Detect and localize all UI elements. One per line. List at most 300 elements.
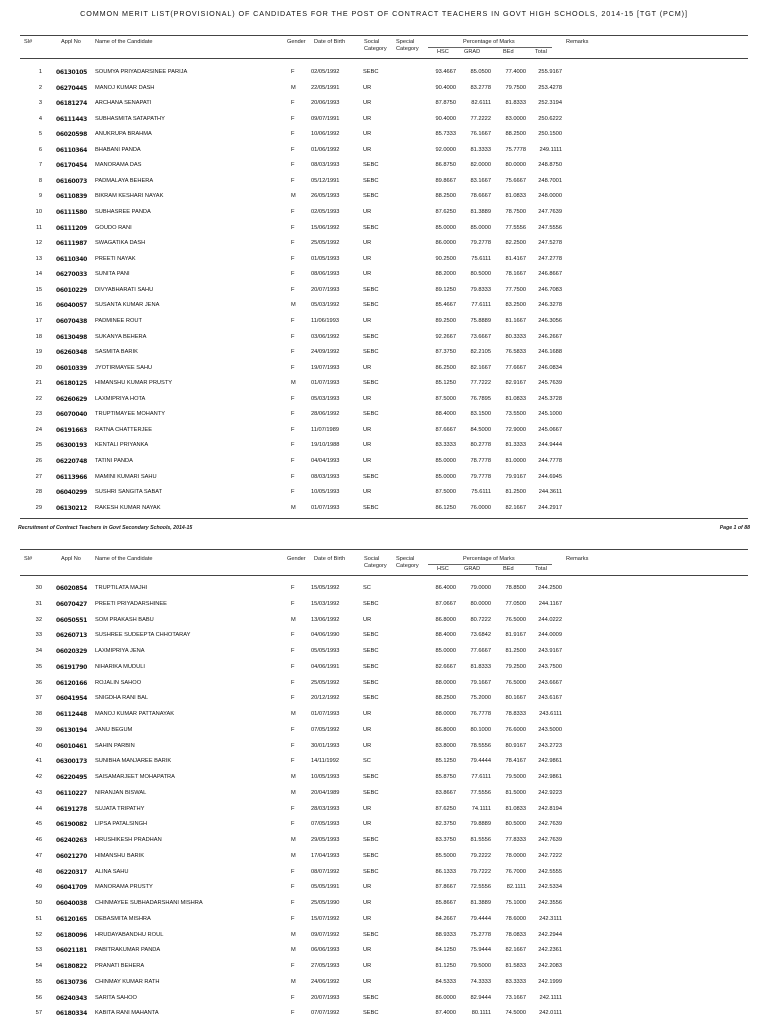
table-row: [0, 474, 768, 486]
application-number: 06190082: [56, 821, 87, 829]
bed-marks: 74.5000: [505, 1010, 526, 1017]
date-of-birth: 10/06/1992: [311, 131, 340, 138]
application-number: 06160073: [56, 177, 87, 185]
date-of-birth: 01/05/1993: [311, 255, 340, 262]
gender: M: [291, 193, 296, 200]
application-number: 06191790: [56, 663, 87, 671]
social-category: SEBC: [363, 648, 379, 654]
table-row: [0, 427, 768, 439]
candidate-name: SWAGATIKA DASH: [95, 240, 146, 247]
total-marks: 246.3056: [538, 317, 562, 324]
bed-marks: 83.3333: [505, 978, 526, 985]
application-number: 06070427: [56, 600, 87, 608]
candidate-name: GOUDO RANI: [95, 224, 132, 231]
table-row: [0, 85, 768, 97]
candidate-name: LIPSA PATALSINGH: [95, 821, 148, 828]
gender: M: [291, 774, 296, 780]
col-special-2: Category: [396, 563, 419, 569]
date-of-birth: 20/04/1989: [311, 789, 340, 796]
social-category: SEBC: [363, 504, 379, 511]
page2-header-top-rule: [20, 549, 748, 550]
total-marks: 242.3111: [539, 915, 562, 922]
application-number: 06130498: [56, 333, 87, 341]
serial-number: 32: [35, 616, 42, 623]
candidate-name: HRUSHIKESH PRADHAN: [95, 837, 162, 843]
col-appl: Appl No: [61, 556, 81, 562]
hsc-marks: 86.8750: [435, 162, 456, 169]
header-bottom-rule: [20, 58, 748, 59]
grad-marks: 82.1667: [470, 364, 491, 371]
application-number: 06020598: [56, 131, 87, 139]
date-of-birth: 08/06/1993: [311, 271, 340, 278]
grad-marks: 75.6111: [471, 255, 491, 262]
total-marks: 252.3194: [538, 100, 562, 107]
grad-marks: 81.3889: [470, 900, 491, 906]
total-marks: 243.5000: [538, 726, 562, 733]
gender: F: [291, 333, 295, 340]
gender: M: [291, 852, 296, 859]
gender: F: [291, 600, 295, 607]
date-of-birth: 14/11/1992: [311, 758, 340, 765]
date-of-birth: 10/05/1993: [311, 774, 340, 780]
hsc-marks: 90.2500: [435, 255, 456, 262]
bed-marks: 78.8500: [505, 585, 526, 591]
serial-number: 11: [36, 224, 42, 231]
application-number: 06070040: [56, 411, 87, 419]
gender: F: [291, 115, 295, 122]
total-marks: 243.6167: [538, 695, 562, 702]
bed-marks: 81.8333: [505, 100, 526, 107]
col-marks: Percentage of Marks: [463, 556, 515, 562]
social-category: UR: [363, 915, 372, 922]
candidate-name: ROJALIN SAHOO: [95, 679, 142, 686]
candidate-name: TATINI PANDA: [95, 458, 133, 464]
table-row: [0, 225, 768, 237]
marks-subrule: [428, 47, 552, 48]
candidate-name: SUBHASREE PANDA: [95, 209, 151, 216]
social-category: SEBC: [363, 380, 379, 387]
grad-marks: 79.7778: [470, 473, 491, 480]
candidate-name: SNIGDHA RANI BAL: [95, 695, 149, 702]
application-number: 06020329: [56, 648, 87, 655]
social-category: SEBC: [363, 69, 379, 75]
date-of-birth: 05/03/1992: [311, 302, 340, 309]
social-category: SEBC: [363, 679, 379, 686]
candidate-name: MANORAMA PRUSTY: [95, 884, 153, 891]
bed-marks: 76.5000: [505, 616, 526, 623]
col-social: Social: [364, 556, 380, 562]
candidate-name: PABITRAKUMAR PANDA: [95, 947, 161, 954]
grad-marks: 75.6111: [471, 489, 491, 496]
bed-marks: 79.9167: [505, 473, 526, 480]
date-of-birth: 15/07/1992: [311, 915, 340, 922]
social-category: UR: [363, 442, 372, 449]
total-marks: 247.2778: [538, 255, 562, 262]
grad-marks: 79.2222: [470, 852, 491, 859]
social-category: UR: [363, 458, 372, 464]
total-marks: 244.0009: [538, 632, 562, 639]
total-marks: 245.0667: [538, 426, 562, 433]
application-number: 06110340: [56, 255, 87, 263]
document-title: COMMON MERIT LIST(PROVISIONAL) OF CANDIDATES FOR THE POST OF CONTRACT TEACHERS IN GOVT HIGH SCHOOLS, 2014-15 [TGT (PCM)]: [80, 9, 688, 18]
total-marks: 243.6111: [539, 711, 562, 717]
date-of-birth: 09/07/1991: [311, 115, 340, 122]
gender: F: [291, 209, 295, 216]
total-marks: 248.7001: [538, 177, 562, 184]
candidate-name: MANORAMA DAS: [95, 162, 142, 169]
total-marks: 245.1000: [538, 411, 562, 418]
application-number: 06130194: [56, 726, 87, 734]
hsc-marks: 88.0000: [435, 711, 456, 717]
date-of-birth: 26/05/1993: [311, 193, 340, 200]
candidate-name: JYOTIRMAYEE SAHU: [95, 364, 153, 371]
grad-marks: 78.7778: [470, 458, 491, 464]
table-row: [0, 442, 768, 454]
application-number: 06180334: [56, 1010, 87, 1018]
bed-marks: 79.5000: [505, 774, 526, 780]
total-marks: 242.7639: [538, 837, 562, 843]
serial-number: 31: [35, 600, 42, 607]
total-marks: 246.7083: [538, 286, 562, 293]
gender: M: [291, 84, 296, 91]
table-row: [0, 411, 768, 423]
date-of-birth: 28/06/1992: [311, 411, 340, 418]
grad-marks: 80.1111: [471, 1010, 491, 1017]
col-total: Total: [535, 49, 547, 55]
date-of-birth: 15/06/1992: [311, 224, 340, 231]
total-marks: 244.1167: [538, 600, 562, 607]
social-category: SEBC: [363, 224, 379, 231]
total-marks: 242.2944: [538, 931, 562, 938]
total-marks: 244.7778: [538, 458, 562, 464]
candidate-name: HRUDAYABANDHU ROUL: [95, 931, 164, 938]
bed-marks: 81.2500: [505, 489, 526, 496]
grad-marks: 77.7222: [470, 380, 491, 387]
serial-number: 38: [35, 711, 42, 717]
date-of-birth: 29/05/1993: [311, 837, 340, 843]
table-row: [0, 162, 768, 174]
gender: M: [291, 837, 296, 843]
gender: F: [291, 868, 295, 875]
serial-number: 19: [35, 349, 42, 356]
gender: M: [291, 616, 296, 623]
total-marks: 242.9861: [538, 774, 562, 780]
serial-number: 56: [35, 994, 42, 1001]
hsc-marks: 87.6250: [435, 805, 456, 812]
date-of-birth: 13/06/1992: [311, 616, 340, 623]
candidate-name: BIKRAM KESHARI NAYAK: [95, 193, 164, 200]
social-category: SEBC: [363, 695, 379, 702]
total-marks: 244.6945: [538, 473, 562, 480]
application-number: 06111209: [56, 224, 87, 232]
table-row: [0, 695, 768, 707]
col-dob: Date of Birth: [314, 556, 346, 562]
application-number: 06112448: [56, 711, 87, 718]
table-row: [0, 806, 768, 818]
hsc-marks: 83.3750: [435, 837, 456, 843]
col-appl: Appl No: [61, 39, 81, 45]
grad-marks: 76.7895: [470, 395, 491, 402]
social-category: SEBC: [363, 994, 379, 1001]
candidate-name: DEBASMITA MISHRA: [95, 915, 151, 922]
social-category: UR: [363, 963, 372, 969]
bed-marks: 76.5833: [505, 349, 526, 356]
application-number: 06270033: [56, 271, 87, 279]
serial-number: 12: [35, 240, 42, 247]
serial-number: 34: [35, 648, 42, 654]
gender: F: [291, 963, 295, 969]
total-marks: 255.9167: [538, 69, 562, 75]
gender: F: [291, 489, 295, 496]
candidate-name: NIRANJAN BISWAL: [95, 789, 147, 796]
bed-marks: 81.0833: [505, 193, 526, 200]
application-number: 06040299: [56, 489, 87, 497]
col-gender: Gender: [287, 556, 306, 562]
table-row: [0, 209, 768, 221]
hsc-marks: 85.8667: [435, 900, 456, 906]
gender: F: [291, 146, 295, 153]
social-category: UR: [363, 711, 372, 717]
social-category: UR: [363, 317, 372, 324]
serial-number: 39: [35, 726, 42, 733]
total-marks: 242.9861: [538, 758, 562, 765]
candidate-name: DIVYABHARATI SAHU: [95, 286, 154, 293]
serial-number: 15: [35, 286, 42, 293]
grad-marks: 79.2778: [470, 240, 491, 247]
application-number: 06041709: [56, 884, 87, 892]
gender: M: [291, 931, 296, 938]
bed-marks: 73.1667: [505, 994, 526, 1001]
grad-marks: 74.3333: [470, 978, 491, 985]
table-row: [0, 256, 768, 268]
gender: M: [291, 947, 296, 954]
social-category: UR: [363, 805, 372, 812]
candidate-name: RAKESH KUMAR NAYAK: [95, 504, 161, 511]
candidate-name: SAISAMARJEET MOHAPATRA: [95, 774, 175, 780]
social-category: SEBC: [363, 349, 379, 356]
application-number: 06110227: [56, 789, 87, 797]
serial-number: 35: [35, 663, 42, 670]
candidate-name: SUKANYA BEHERA: [95, 333, 147, 340]
table-row: [0, 979, 768, 991]
total-marks: 242.5555: [538, 868, 562, 875]
table-row: [0, 632, 768, 644]
page1-end-rule: [20, 518, 748, 519]
table-row: [0, 240, 768, 252]
gender: F: [291, 395, 295, 402]
serial-number: 57: [35, 1010, 42, 1017]
grad-marks: 82.2105: [470, 349, 491, 356]
application-number: 06300173: [56, 758, 87, 766]
serial-number: 13: [35, 255, 42, 262]
table-row: [0, 193, 768, 205]
total-marks: 242.7222: [538, 852, 562, 859]
total-marks: 242.7639: [538, 821, 562, 828]
hsc-marks: 89.2500: [435, 317, 456, 324]
table-row: [0, 774, 768, 786]
hsc-marks: 90.4000: [435, 115, 456, 122]
date-of-birth: 08/03/1993: [311, 162, 340, 169]
hsc-marks: 86.0000: [435, 240, 456, 247]
table-row: [0, 743, 768, 755]
hsc-marks: 86.4000: [435, 585, 456, 591]
col-social: Social: [364, 39, 380, 45]
serial-number: 2: [38, 84, 42, 91]
table-row: [0, 131, 768, 143]
serial-number: 36: [35, 679, 42, 686]
table-row: [0, 884, 768, 896]
total-marks: 248.0000: [538, 193, 562, 200]
date-of-birth: 11/07/1989: [311, 426, 340, 433]
col-bed: BEd: [503, 49, 514, 55]
table-row: [0, 758, 768, 770]
bed-marks: 80.3333: [505, 333, 526, 340]
candidate-name: PRANATI BEHERA: [95, 963, 145, 969]
bed-marks: 78.0833: [505, 931, 526, 938]
bed-marks: 78.4167: [505, 758, 526, 765]
col-hsc: HSC: [437, 566, 449, 572]
candidate-name: MAMINI KUMARI SAHU: [95, 473, 157, 480]
serial-number: 28: [35, 489, 42, 496]
grad-marks: 76.0000: [470, 504, 491, 511]
gender: M: [291, 380, 296, 387]
hsc-marks: 84.2667: [435, 915, 456, 922]
social-category: SEBC: [363, 774, 379, 780]
gender: F: [291, 648, 295, 654]
date-of-birth: 08/07/1992: [311, 868, 340, 875]
application-number: 06180822: [56, 963, 87, 970]
total-marks: 244.3611: [538, 489, 562, 496]
gender: F: [291, 240, 295, 247]
date-of-birth: 01/07/1993: [311, 504, 340, 511]
bed-marks: 75.6667: [505, 177, 526, 184]
grad-marks: 79.4444: [470, 758, 491, 765]
bed-marks: 80.0000: [505, 162, 526, 169]
serial-number: 10: [35, 209, 42, 216]
col-name: Name of the Candidate: [95, 556, 153, 562]
social-category: SC: [363, 585, 371, 591]
serial-number: 45: [35, 821, 42, 828]
social-category: SEBC: [363, 837, 379, 843]
bed-marks: 76.7000: [505, 868, 526, 875]
date-of-birth: 22/05/1991: [311, 84, 340, 91]
bed-marks: 81.0833: [505, 805, 526, 812]
total-marks: 242.2083: [538, 963, 562, 969]
serial-number: 8: [38, 177, 42, 184]
grad-marks: 82.9444: [470, 994, 491, 1001]
gender: F: [291, 364, 295, 371]
total-marks: 246.1688: [538, 349, 562, 356]
grad-marks: 82.0000: [470, 162, 491, 169]
social-category: SEBC: [363, 868, 379, 875]
social-category: UR: [363, 240, 372, 247]
hsc-marks: 87.5000: [435, 395, 456, 402]
serial-number: 27: [35, 473, 42, 480]
grad-marks: 76.7778: [470, 711, 491, 717]
candidate-name: RATNA CHATTERJEE: [95, 426, 152, 433]
date-of-birth: 09/07/1992: [311, 931, 340, 938]
bed-marks: 77.7500: [505, 286, 526, 293]
gender: F: [291, 442, 295, 449]
gender: F: [291, 458, 295, 464]
serial-number: 25: [35, 442, 42, 449]
hsc-marks: 85.1250: [435, 380, 456, 387]
table-row: [0, 302, 768, 314]
application-number: 06181274: [56, 100, 87, 108]
bed-marks: 88.2500: [505, 131, 526, 138]
total-marks: 242.2361: [538, 947, 562, 954]
serial-number: 14: [35, 271, 42, 278]
serial-number: 54: [35, 963, 42, 969]
date-of-birth: 28/03/1993: [311, 805, 340, 812]
total-marks: 242.1111: [539, 994, 562, 1001]
footer-left: Recruitment of Contract Teachers in Govt Secondary Schools, 2014-15: [18, 525, 193, 531]
grad-marks: 77.6111: [471, 302, 491, 309]
candidate-name: ARCHANA SENAPATI: [95, 100, 152, 107]
candidate-name: LAXMIPRIYA HOTA: [95, 395, 146, 402]
application-number: 06180096: [56, 931, 87, 939]
social-category: UR: [363, 255, 372, 262]
candidate-name: SUSANTA KUMAR JENA: [95, 302, 160, 309]
bed-marks: 80.1667: [505, 695, 526, 702]
table-row: [0, 869, 768, 881]
page2-header-bottom-rule: [20, 575, 748, 576]
date-of-birth: 20/07/1993: [311, 994, 340, 1001]
application-number: 06130212: [56, 504, 87, 512]
gender: M: [291, 504, 296, 511]
table-row: [0, 932, 768, 944]
social-category: SEBC: [363, 789, 379, 796]
hsc-marks: 88.2000: [435, 271, 456, 278]
hsc-marks: 86.1333: [435, 868, 456, 875]
social-category: UR: [363, 947, 372, 954]
bed-marks: 83.0000: [505, 115, 526, 122]
application-number: 06010339: [56, 364, 87, 372]
serial-number: 21: [35, 380, 42, 387]
application-number: 06070438: [56, 317, 87, 325]
date-of-birth: 20/12/1992: [311, 695, 340, 702]
gender: F: [291, 100, 295, 107]
total-marks: 248.8750: [538, 162, 562, 169]
social-category: UR: [363, 395, 372, 402]
grad-marks: 73.6667: [470, 333, 491, 340]
table-row: [0, 69, 768, 81]
date-of-birth: 01/07/1993: [311, 711, 340, 717]
table-row: [0, 853, 768, 865]
bed-marks: 76.5000: [505, 679, 526, 686]
hsc-marks: 89.1250: [435, 286, 456, 293]
social-category: UR: [363, 209, 372, 216]
gender: F: [291, 900, 295, 906]
date-of-birth: 19/10/1988: [311, 442, 340, 449]
date-of-birth: 01/07/1993: [311, 380, 340, 387]
gender: F: [291, 915, 295, 922]
hsc-marks: 93.4667: [435, 69, 456, 75]
bed-marks: 77.4000: [505, 69, 526, 75]
hsc-marks: 82.6667: [435, 663, 456, 670]
table-row: [0, 617, 768, 629]
application-number: 06020854: [56, 585, 87, 592]
col-special: Special: [396, 39, 415, 45]
hsc-marks: 87.5000: [435, 489, 456, 496]
application-number: 06191278: [56, 805, 87, 813]
grad-marks: 77.6111: [471, 774, 491, 780]
date-of-birth: 25/05/1992: [311, 240, 340, 247]
total-marks: 246.8667: [538, 271, 562, 278]
social-category: UR: [363, 115, 372, 122]
hsc-marks: 86.8000: [435, 616, 456, 623]
total-marks: 245.3728: [538, 395, 562, 402]
